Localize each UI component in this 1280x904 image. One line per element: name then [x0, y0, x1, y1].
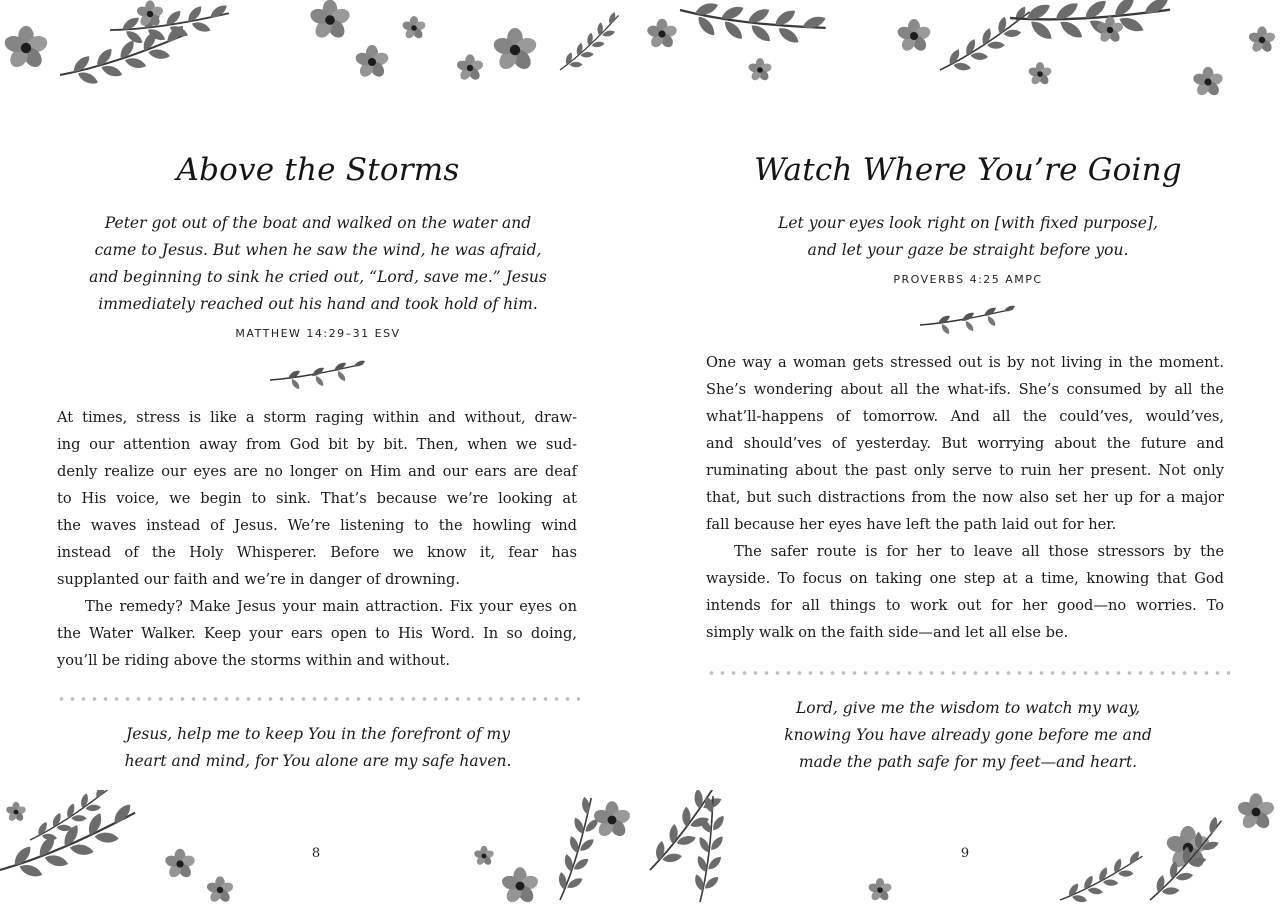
body-line: The remedy? Make Jesus your main attraction. Fix your eyes on — [85, 598, 577, 615]
page-number: 9 — [960, 846, 970, 861]
body-line: the Water Walker. Keep your ears open to His Word. In so doing, — [57, 625, 577, 642]
verse-line: Let your eyes look right on [with fixed purpose], — [778, 214, 1158, 232]
body-line: instead of the Holy Whisperer. Before we know it, fear has — [57, 544, 577, 561]
body-line: wayside. To focus on taking one step at a time, knowing that God — [706, 570, 1224, 587]
body-line: intends for all things to work out for her good—no worries. To — [706, 597, 1224, 614]
scripture-reference: PROVERBS 4:25 AMPC — [893, 273, 1043, 286]
body-line: what’ll-happens of tomorrow. And all the could’ves, would’ves, — [706, 408, 1224, 425]
body-line: simply walk on the faith side—and let all else be. — [706, 624, 1069, 641]
scripture-verse — [648, 210, 1280, 264]
body-line: ruminating about the past only serve to ruin her present. Not only — [706, 462, 1224, 479]
prayer-line: Lord, give me the wisdom to watch my way, — [795, 699, 1141, 717]
body-line: She’s wondering about all the what-ifs. She’s consumed by all the — [706, 381, 1224, 398]
closing-prayer — [0, 721, 638, 775]
page-number: 8 — [311, 846, 321, 861]
verse-line: immediately reached out his hand and took hold of him. — [98, 295, 538, 313]
devotional-body — [706, 349, 1224, 646]
body-line: you’ll be riding above the storms within and without. — [57, 652, 450, 669]
devotional-body — [57, 404, 577, 674]
prayer-line: made the path safe for my feet—and heart. — [798, 753, 1138, 771]
verse-line: and beginning to sink he cried out, “Lord, save me.” Jesus — [89, 268, 547, 286]
body-line: At times, stress is like a storm raging within and without, draw- — [57, 409, 577, 426]
body-line: supplanted our faith and we’re in danger of drowning. — [57, 571, 461, 588]
prayer-line: heart and mind, for You alone are my safe haven. — [124, 752, 512, 770]
right-page — [640, 0, 1280, 904]
body-line: ing our attention away from God bit by bit. Then, when we sud- — [57, 436, 577, 453]
dotted-divider — [706, 671, 1230, 675]
body-line: that, but such distractions from the now also set her up for a major — [706, 489, 1224, 506]
body-line: to His voice, we begin to sink. That’s because we’re looking at — [57, 490, 577, 507]
dotted-divider — [56, 697, 580, 701]
scripture-reference: MATTHEW 14:29–31 ESV — [235, 327, 401, 340]
body-line: fall because her eyes have left the path laid out for her. — [706, 516, 1117, 533]
prayer-line: knowing You have already gone before me and — [784, 726, 1152, 744]
body-line: The safer route is for her to leave all those stressors by the — [734, 543, 1224, 560]
body-line: the waves instead of Jesus. We’re listening to the howling wind — [57, 517, 577, 534]
body-line: denly realize our eyes are no longer on Him and our ears are deaf — [57, 463, 577, 480]
body-line: and should’ves of yesterday. But worrying about the future and — [706, 435, 1224, 452]
closing-prayer — [648, 695, 1280, 776]
page-title: Watch Where You’re Going — [754, 152, 1182, 188]
page-title: Above the Storms — [176, 152, 460, 188]
scripture-verse — [0, 210, 638, 318]
verse-line: Peter got out of the boat and walked on the water and — [104, 214, 532, 232]
body-line: One way a woman gets stressed out is by not living in the moment. — [706, 354, 1224, 371]
sprig-ornament — [918, 305, 1018, 335]
verse-line: came to Jesus. But when he saw the wind, he was afraid, — [94, 241, 542, 259]
sprig-ornament — [268, 360, 368, 390]
verse-line: and let your gaze be straight before you. — [807, 241, 1129, 259]
prayer-line: Jesus, help me to keep You in the forefront of my — [126, 725, 510, 743]
